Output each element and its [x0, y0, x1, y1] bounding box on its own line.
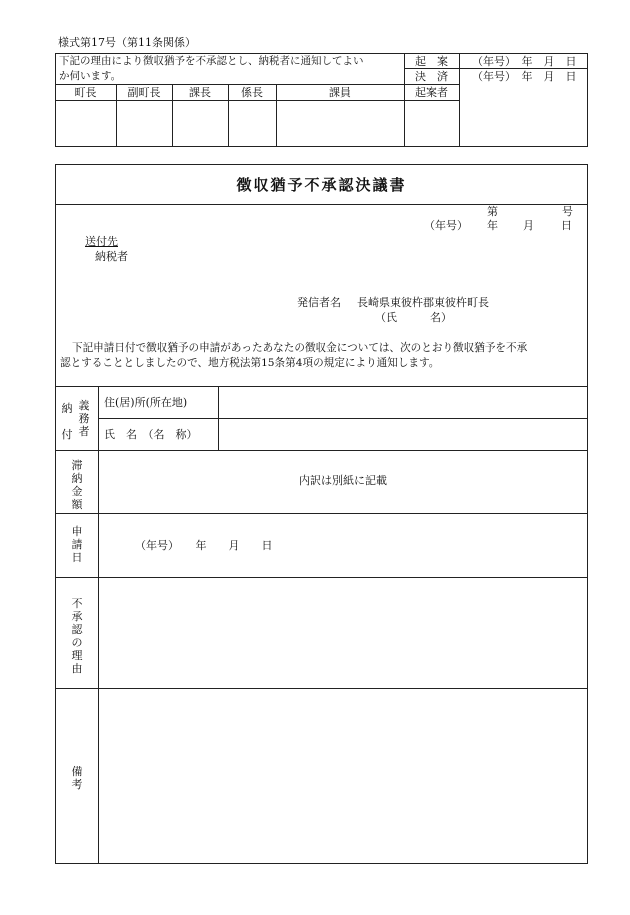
sender-name: 長崎県東彼杵郡東彼杵町長: [357, 296, 489, 309]
decision-label: 決 済: [415, 70, 448, 83]
recipient-label: 送付先: [85, 235, 118, 248]
name-label: 氏 名 （名 称）: [104, 428, 198, 441]
taxpayer-obligor-label-c: 義務者: [78, 399, 90, 438]
issue-date-month: 月: [523, 219, 534, 232]
issue-date-day: 日: [561, 219, 572, 232]
issue-date-year: 年: [487, 219, 498, 232]
address-label: 住(居)所(所在地): [104, 396, 188, 409]
application-date-value: （年号） 年 月 日: [135, 539, 273, 552]
decision-date: （年号） 年 月 日: [472, 70, 577, 83]
draft-date: （年号） 年 月 日: [472, 55, 577, 68]
role-mayor: 町長: [74, 86, 97, 99]
role-deputy-mayor: 副町長: [127, 86, 161, 99]
role-drafter: 起案者: [415, 86, 448, 99]
form-number: 様式第17号（第11条関係）: [58, 36, 196, 49]
taxpayer-obligor-label-a: 納: [61, 402, 73, 415]
sender-signature: （氏 名）: [375, 311, 452, 324]
role-staff: 課員: [329, 86, 351, 99]
taxpayer-label: 納税者: [95, 250, 128, 263]
role-subsection-chief: 係長: [241, 86, 263, 99]
remarks-label: 備考: [71, 765, 83, 791]
body-line2: 認とすることとしましたので、地方税法第15条第4項の規定により通知します。: [60, 357, 440, 369]
rejection-reason-label: 不承認の理由: [71, 597, 83, 675]
approval-notice-line2: か伺います。: [59, 70, 122, 82]
sender-label: 発信者名: [297, 296, 341, 309]
arrears-label: 滞納金額: [71, 459, 83, 511]
role-section-chief: 課長: [189, 86, 211, 99]
number-dai: 第: [487, 205, 498, 218]
draft-label: 起 案: [415, 55, 448, 68]
number-go: 号: [562, 205, 573, 218]
issue-date-era: （年号）: [424, 219, 468, 232]
decision-document: [55, 164, 588, 864]
approval-notice-line1: 下記の理由により徴収猶予を不承認とし、納税者に通知してよい: [59, 55, 364, 67]
arrears-value: 内訳は別紙に記載: [299, 474, 387, 487]
document-title: 徴収猶予不承認決議書: [236, 176, 407, 194]
application-date-label: 申請日: [71, 525, 83, 564]
body-line1: 下記申請日付で徴収猶予の申請があったあなたの徴収金については、次のとおり徴収猶予を不承: [72, 342, 528, 354]
taxpayer-obligor-label-b: 付: [61, 428, 73, 441]
